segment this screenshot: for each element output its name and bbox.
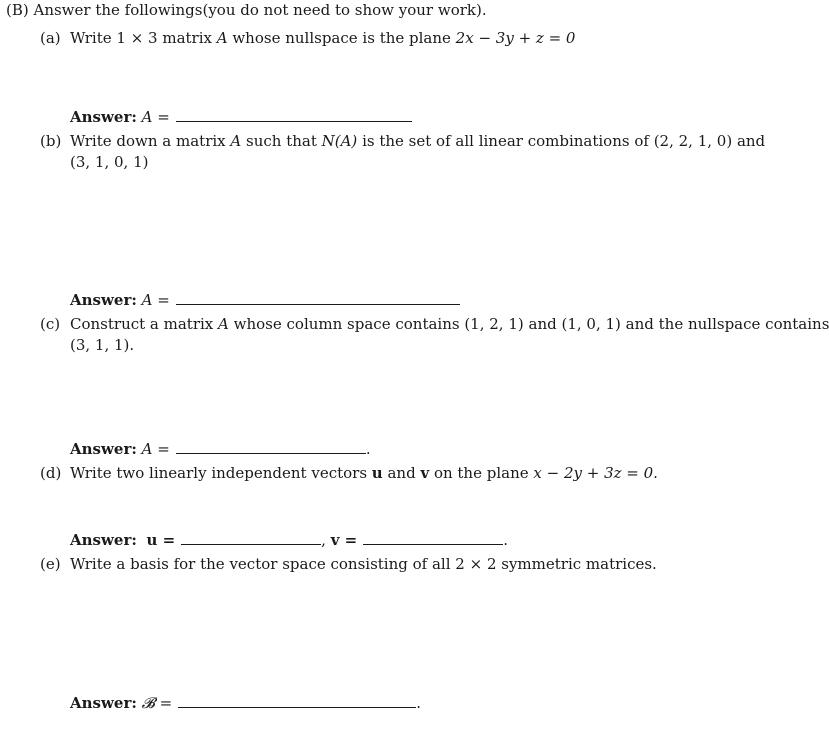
question-d-equation: x − 2y + 3z = 0. [533,464,658,482]
section-header-text: (B) Answer the followings(you do not need to show your work). [6,1,487,19]
answer-d-u-blank[interactable] [181,532,321,545]
question-d-vec-u: u [371,464,383,482]
answer-b-var: A = [141,291,170,309]
question-d-text-post: on the plane [429,464,534,482]
question-d-text-and: and [382,464,421,482]
question-a-equation: 2x − 3y + z = 0 [455,29,576,47]
question-b-text-post: is the set of all linear combinations of (2, 2, 1, 0) and [357,132,766,150]
question-d-vec-v: v [420,464,430,482]
answer-e-var: 𝓑 = [141,694,173,712]
question-c-text-pre: Construct a matrix [70,315,219,333]
answer-c [70,439,371,459]
answer-d-label: Answer: [70,531,137,549]
answer-d-v-blank[interactable] [363,532,503,545]
question-a-text-post: whose nullspace is the plane [227,29,456,47]
question-a-label: (a) [40,29,61,47]
question-c-label: (c) [40,315,61,333]
question-c [40,314,829,334]
question-c-line2 [70,335,134,355]
question-d [40,463,658,483]
answer-a-blank[interactable] [176,109,412,122]
question-d-label: (d) [40,464,62,482]
answer-b-blank[interactable] [176,292,460,305]
question-b-line2-text: (3, 1, 0, 1) [70,153,149,171]
answer-c-label: Answer: [70,440,137,458]
question-c-line2-text: (3, 1, 1). [70,336,135,354]
answer-e-end: . [416,694,422,712]
answer-d-end: . [503,531,508,549]
answer-e-label: Answer: [70,694,137,712]
question-b-null: N(A) [321,132,358,150]
answer-c-end: . [365,440,371,458]
question-e-text: Write a basis for the vector space consisting of all 2 × 2 symmetric matrices. [70,555,657,573]
section-header [6,0,487,20]
question-b-line2 [70,152,149,172]
question-a [40,28,575,48]
answer-d-u: u = [146,531,176,549]
question-b-label: (b) [40,132,62,150]
question-d-text-pre: Write two linearly independent vectors [70,464,372,482]
question-b-var: A [230,132,242,150]
question-e [40,554,657,574]
answer-e [70,693,421,713]
question-c-text-post: whose column space contains (1, 2, 1) and (1, 0, 1) and the nullspace contains [228,315,829,333]
answer-e-blank[interactable] [178,695,416,708]
question-b-text-pre: Write down a matrix [70,132,231,150]
answer-a-var: A = [141,108,170,126]
answer-d [70,530,508,550]
answer-a [70,107,412,127]
question-c-var: A [218,315,229,333]
answer-d-sep: , [321,531,331,549]
question-a-text-pre: Write 1 × 3 matrix [70,29,217,47]
question-b [40,131,765,151]
answer-b [70,290,460,310]
answer-c-blank[interactable] [176,441,366,454]
question-a-var: A [216,29,228,47]
answer-b-label: Answer: [70,291,137,309]
answer-a-label: Answer: [70,108,137,126]
answer-c-var: A = [141,440,170,458]
answer-d-v: v = [330,531,358,549]
question-b-text-mid: such that [241,132,322,150]
question-e-label: (e) [40,555,61,573]
